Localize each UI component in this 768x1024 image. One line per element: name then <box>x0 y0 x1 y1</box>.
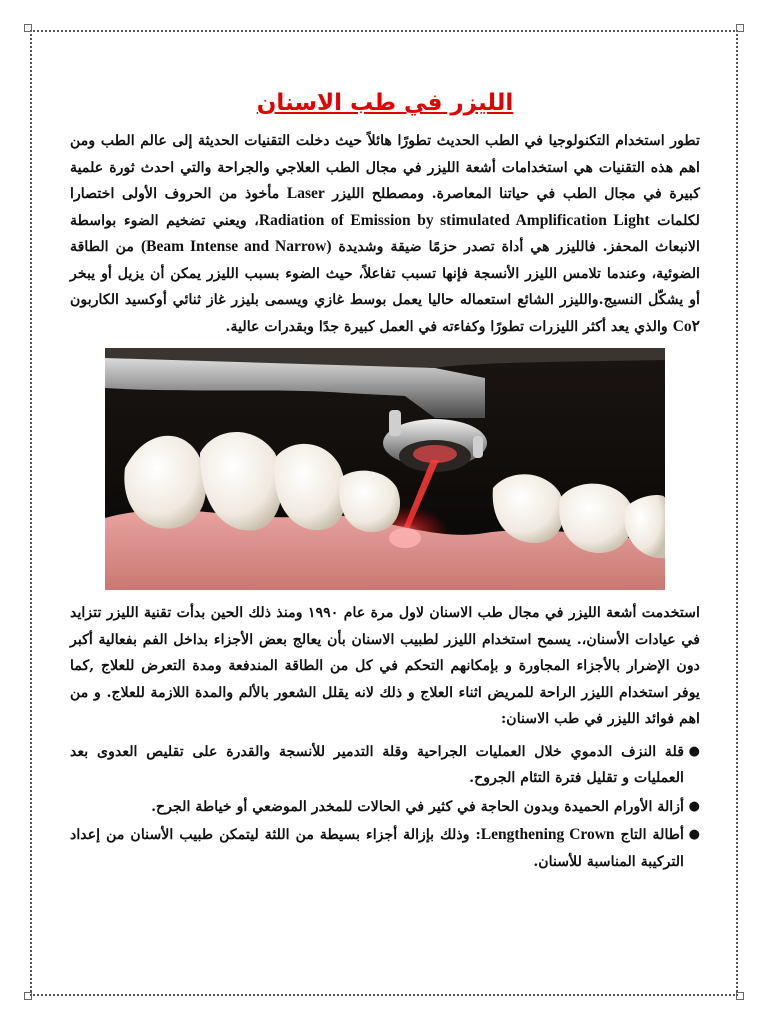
border-corner <box>736 992 744 1000</box>
body-paragraph: استخدمت أشعة الليزر في مجال طب الاسنان لاول مرة عام ١٩٩٠ ومنذ ذلك الحين بدأت تقنية الليزر تتزايد في عيادات الأسنان،. يسمح استخدام الليزر لطبيب الاسنان بأن يعالج بعض الأجزاء بداخل الفم بفعالية أكبر دون الإضرار بالأجزاء المجاورة و بإمكانهم التحكم في كل من الطاقة المندفعة ومدة التعرض للعلاج ,كما يوفر استخدام الليزر الراحة للمريض اثناء العلاج و ذلك لانه يقلل الشعور بالألم والمدة اللازمة للعلاج. و من اهم فوائد الليزر في طب الاسنان: <box>70 605 700 727</box>
intro-text-2: مأخوذ من الحروف الأولى اختصارا لكلمات <box>70 186 700 229</box>
benefit-text: قلة النزف الدموي خلال العمليات الجراحية وقلة التدمير للأنسجة والقدرة على تقليص العدوى بعد العمليات و تقليل فترة التئام الجروح. <box>70 743 684 786</box>
bullet-icon: ● <box>688 798 700 814</box>
benefits-list <box>70 739 700 876</box>
dental-laser-photo <box>105 348 665 590</box>
list-item <box>70 739 700 792</box>
co2-term: Co۲ <box>672 317 700 335</box>
intro-text-3: ، ويعني تضخيم الضوء بواسطة الانبعاث المحفز. فالليزر هي أداة تصدر حزمًا ضيقة وشديدة <box>70 212 700 255</box>
intro-paragraph <box>70 128 700 340</box>
border-corner <box>24 992 32 1000</box>
laser-acronym-expansion: Radiation of Emission by stimulated Amplification Light <box>258 211 650 229</box>
bullet-icon: ● <box>688 743 700 759</box>
list-item <box>70 794 700 821</box>
list-item <box>70 822 700 875</box>
page-title: الليزر في طب الاسنان <box>256 90 514 116</box>
intro-text-1: تطور استخدام التكنولوجيا في الطب الحديث تطورًا هائلاً حيث دخلت التقنيات الحديثة إلى عالم الطب ومن اهم هذه التقنيات هي استخدامات أشعة الليزر في مجال الطب العلاجي والجراحة والتي احدث ثورة علمية كبيرة في مجال الطب في حياتنا المعاصرة. ومصطلح الليزر <box>70 133 700 202</box>
document-content <box>70 90 700 877</box>
dental-laser-illustration <box>105 348 665 590</box>
border-corner <box>24 24 32 32</box>
border-corner <box>736 24 744 32</box>
intro-text-4: من الطاقة الضوئية، وعندما تلامس الليزر الأنسجة فإنها تسبب تفاعلاً، حيث الضوء بسبب الليزر يمكن أن يزيل أو يبخر أو يشكّل النسيج.والليزر الشائع استعماله حاليا يعمل بوسط غازي ويسمى بليزر غاز ثنائي أوكسيد الكاربون <box>70 239 700 308</box>
crown-lengthening-term: Lengthening Crown <box>480 826 615 843</box>
bullet-icon: ● <box>688 827 700 842</box>
benefit-text-after: : وذلك بإزالة أجزاء بسيطة من اللثة ليتمكن طبيب الأسنان من إعداد التركيبة المناسبة للأسنان. <box>70 827 684 870</box>
intro-text-5: والذي يعد أكثر الليزرات تطورًا وكفاءته في العمل كبيرة جدًا وبقدرات عالية. <box>225 318 668 335</box>
beam-phrase: (Beam Intense and Narrow) <box>140 238 332 255</box>
laser-term: Laser <box>286 185 325 202</box>
benefit-text-before: أطالة التاج <box>620 827 685 843</box>
benefit-text: أزالة الأورام الحميدة وبدون الحاجة في كثير في الحالات للمخدر الموضعي أو خياطة الجرح. <box>151 798 684 815</box>
